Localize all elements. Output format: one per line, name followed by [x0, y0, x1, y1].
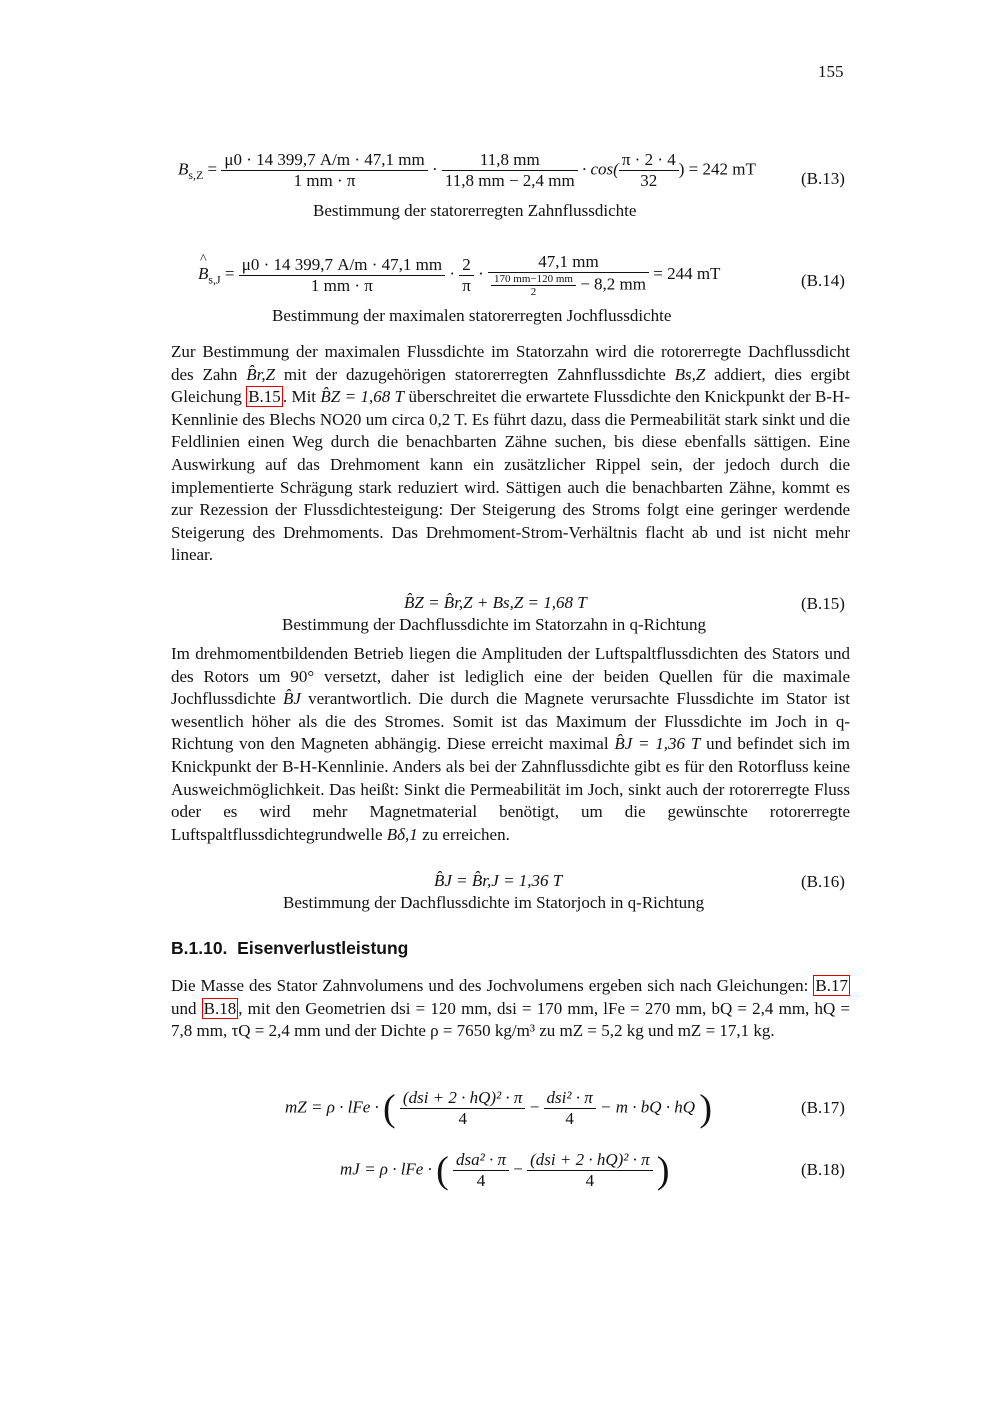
eq-b13-rhs: ) = 242 mT — [678, 159, 756, 179]
paragraph-flux-tooth: Zur Bestimmung der maximalen Flussdichte im Statorzahn wird die rotorerregte Dachflussdicht des Zahn B̂r,Z mit der dazugehörigen statorerregten Zahnflussdichte Bs,Z addiert, dies ergibt Gleichung B.15 . Mit B̂Z = 1,68 T überschreitet die erwartete Flussdichte den Knickpunkt der B-H-Kennlinie des Blechs NO20 um circa 0,2 T. Es führt dazu, dass die Permeabilität stark sinkt und die Feldlinien einen Weg durch die benachbarten Zähne suchen, bis diese ebenfalls sättigen. Eine Auswirkung auf das Drehmoment kann ein zusätzlicher Rippel sein, der jedoch durch die implementierte Schrägung stark reduziert wird. Sättigen auch die benachbarten Zähne, kommt es zur Rezession der Flussdichtesteigung: Der Steigerung des Stroms folgt eine geringer werdende Steigerung des Drehmoments. Das Drehmoment-Strom-Verhältnis flacht ab und ist nicht mehr linear. — [171, 342, 850, 565]
equation-b18: mJ = ρ · lFe · ( $\frac{\text{dsa² · π}}{4}$ − $\frac{\text{(dsi + 2 · hQ)² · π}}{4}$ ) — [340, 1149, 670, 1192]
eq-b13-lhs-sub: s,Z — [188, 167, 204, 182]
eq-b18-fraction-1: $\frac{\text{dsa² · π}}{4}$ — [453, 1150, 509, 1191]
eq-b14-number: (B.14) — [801, 271, 845, 290]
eq-b15-number: (B.15) — [801, 594, 845, 613]
equation-b14: ^ $B_{s,J}$ = $\frac{\mu 0 \cdot 14 399,7 A/m \cdot 47,1 mm}{1 mm \cdot \pi}$ · $\frac{2}{\pi}$ · 47,1 mm $\frac{170 mm-120 mm}{2}$ − 8,2 mm = 244 mT — [198, 252, 720, 298]
reference-link-b17[interactable]: B.17 — [815, 976, 848, 995]
eq-b13-caption: Bestimmung der statorerregten Zahnflussdichte — [313, 201, 637, 220]
equation-b17: mZ = ρ · lFe · ( $\frac{\text{(dsi + 2 · hQ)² · π}}{4}$ − $\frac{\text{dsi² · π}}{4}$ − m · bQ · hQ ) — [285, 1087, 712, 1130]
eq-b14-fraction-1: $\frac{\mu 0 \cdot 14 399,7 A/m \cdot 47,1 mm}{1 mm \cdot \pi}$ — [239, 255, 445, 296]
eq-b16-caption: Bestimmung der Dachflussdichte im Statorjoch in q-Richtung — [283, 893, 705, 912]
eq-b13-fraction-3: $\frac{\pi \cdot 2 \cdot 4}{32}$ — [619, 150, 679, 191]
eq-b13-fraction-2: $\frac{11,8 mm}{11,8 mm - 2,4 mm}$ — [442, 150, 578, 191]
reference-link-b18[interactable]: B.18 — [203, 998, 237, 1018]
eq-b13-cos: · cos( — [582, 159, 619, 179]
page-number: 155 — [818, 62, 844, 81]
eq-b13-lhs: B — [178, 159, 189, 179]
eq-b17-number: (B.17) — [801, 1098, 845, 1117]
eq-b15-caption: Bestimmung der Dachflussdichte im Statorzahn in q-Richtung — [282, 615, 706, 634]
eq-b14-caption: Bestimmung der maximalen statorerregten Jochflussdichte — [272, 306, 672, 325]
eq-b14-rhs: = 244 mT — [653, 263, 721, 283]
eq-b14-fraction-2: $\frac{2}{\pi}$ — [459, 255, 474, 296]
equation-b13: $B_{s,Z}$ = $\frac{\mu 0 \cdot 14 399,7 A/m \cdot 47,1 mm}{1 mm \cdot \pi}$ · $\frac{11,8 mm}{11,8 mm - 2,4 mm}$ · cos( $\frac{\pi \cdot 2 \cdot 4}{32}$ ) = 242 mT — [178, 150, 756, 190]
section-number: B.1.10. — [171, 938, 228, 958]
section-heading — [171, 938, 408, 959]
eq-b14-lhs-sub: s,J — [208, 272, 221, 287]
equation-b15: B̂Z = B̂r,Z + Bs,Z = 1,68 T — [404, 593, 587, 612]
paragraph-flux-yoke: Im drehmomentbildenden Betrieb liegen die Amplituden der Luftspaltflussdichten des Stators und des Rotors um 90° versetzt, daher ist lediglich eine der beiden Quellen für die maximale Jochflussdichte B̂J verantwortlich. Die durch die Magnete verursachte Flussdichte im Stator ist wesentlich höher als die des Stromes. Somit ist das Maximum der Flussdichte im Joch in q-Richtung von den Magneten abhängig. Diese erreicht maximal B̂J = 1,36 T und befindet sich im Knickpunkt der B-H-Kennlinie. Anders als bei der Zahnflussdichte gibt es für den Rotorfluss keine Ausweichmöglichkeit. Das heißt: Sinkt die Permeabilität im Joch, sinkt auch der rotorerregte Fluss oder es wird mehr Magnetmaterial benötigt, um die gewünschte rotorerregte Luftspaltflussdichtegrundwelle Bδ,1 zu erreichen. — [171, 644, 850, 844]
reference-link-b15[interactable]: B.15 — [248, 387, 281, 407]
eq-b16-number: (B.16) — [801, 872, 845, 891]
eq-b14-fraction-3: 47,1 mm $\frac{170 mm-120 mm}{2}$ − 8,2 mm — [488, 252, 649, 298]
eq-b17-fraction-2: $\frac{\text{dsi² · π}}{4}$ — [544, 1088, 596, 1129]
eq-b13-number: (B.13) — [801, 169, 845, 188]
eq-b13-fraction-1: $\frac{\mu 0 \cdot 14 399,7 A/m \cdot 47,1 mm}{1 mm \cdot \pi}$ — [221, 150, 427, 191]
eq-b18-number: (B.18) — [801, 1160, 845, 1179]
section-title: Eisenverlustleistung — [237, 938, 409, 958]
eq-b18-fraction-2: $\frac{\text{(dsi + 2 · hQ)² · π}}{4}$ — [527, 1150, 653, 1191]
paragraph-iron-losses: Die Masse des Stator Zahnvolumens und des Jochvolumens ergeben sich nach Gleichungen: B.17 und B.18 , mit den Geometrien dsi = 120 mm, dsi = 170 mm, lFe = 270 mm, bQ = 2,4 mm, hQ = 7,8 mm, τQ = 2,4 mm und der Dichte ρ = 7650 kg/m³ zu mZ = 5,2 kg und mZ = 17,1 kg. — [171, 976, 850, 1041]
eq-b17-fraction-1: $\frac{\text{(dsi + 2 · hQ)² · π}}{4}$ — [400, 1088, 526, 1129]
equation-b16: B̂J = B̂r,J = 1,36 T — [434, 871, 563, 890]
eq-b14-lhs: ^ B — [198, 264, 208, 284]
